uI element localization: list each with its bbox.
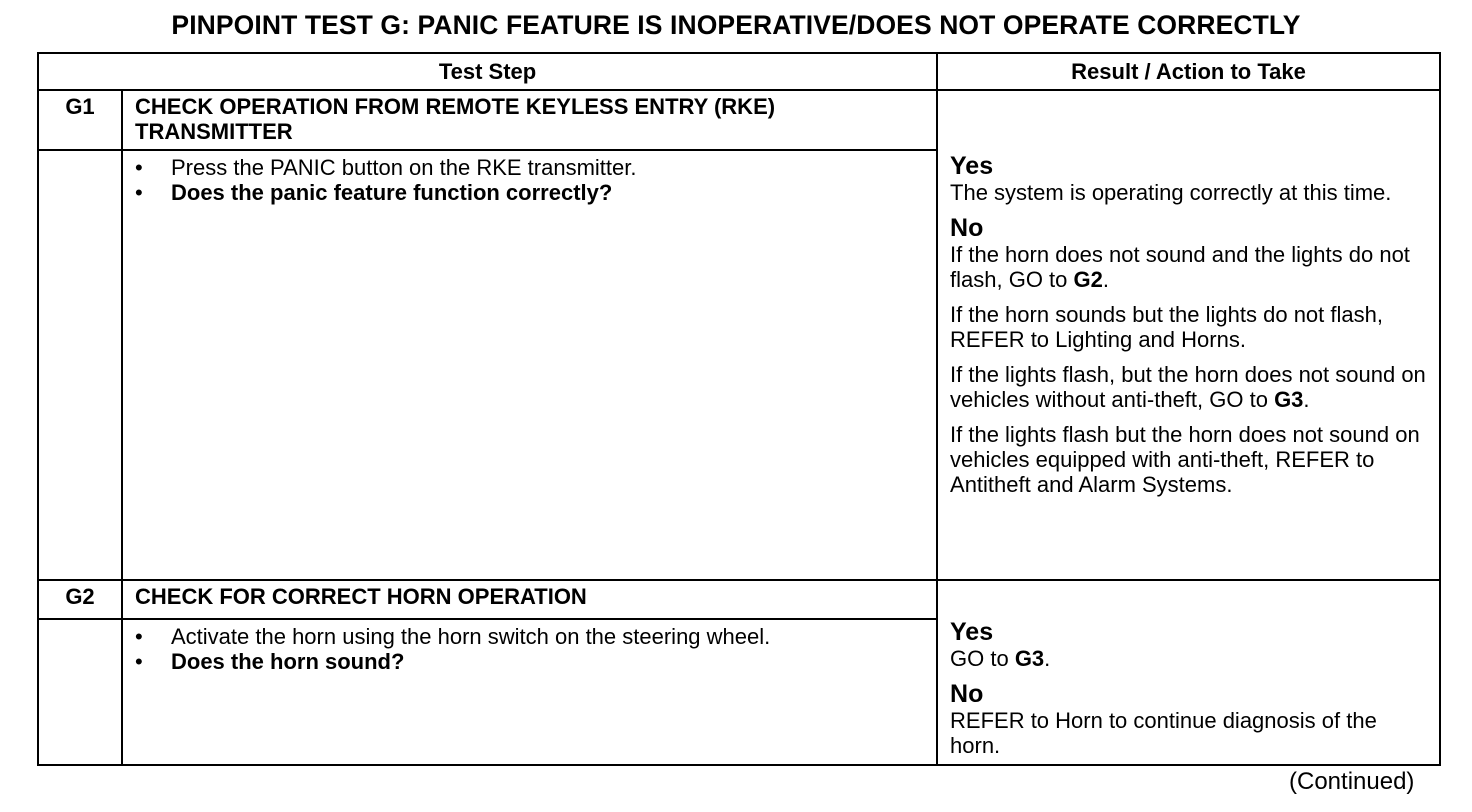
- header-test-step: Test Step: [38, 53, 937, 90]
- instruction-text: Press the PANIC button on the RKE transmitter.: [171, 155, 637, 180]
- step-ref-g3: G3: [1274, 387, 1304, 412]
- step-g1-result: [937, 90, 1440, 580]
- question-text: Does the horn sound?: [171, 649, 405, 674]
- list-item: [135, 180, 926, 205]
- action-text: If the lights flash but the horn does not sound on vehicles equipped with anti-theft, REFER to Antitheft and Alarm Systems.: [950, 422, 1420, 497]
- action-text: If the lights flash, but the horn does not sound on vehicles without anti-theft, GO to: [950, 362, 1426, 412]
- action-text: If the horn sounds but the lights do not flash, REFER to Lighting and Horns.: [950, 302, 1383, 352]
- pinpoint-test-table: [37, 52, 1441, 766]
- instruction-text: Activate the horn using the horn switch on the steering wheel.: [171, 624, 771, 649]
- step-title: CHECK FOR CORRECT HORN OPERATION: [122, 580, 937, 619]
- step-body: [122, 150, 937, 580]
- no-label: No: [950, 680, 984, 708]
- step-g2-title-row: [38, 580, 1440, 619]
- list-item: [135, 624, 926, 649]
- action-text-end: .: [1102, 267, 1109, 292]
- yes-label: Yes: [950, 618, 994, 646]
- action-text-end: .: [1044, 646, 1051, 671]
- step-id: G1: [38, 90, 122, 150]
- bullet: •: [135, 180, 143, 205]
- no-action-item: [950, 362, 1433, 412]
- bullet: •: [135, 649, 143, 674]
- no-label: No: [950, 214, 984, 242]
- document-title: PINPOINT TEST G: PANIC FEATURE IS INOPERATIVE/DOES NOT OPERATE CORRECTLY: [171, 10, 1301, 40]
- list-item: [135, 649, 926, 674]
- bullet: •: [135, 155, 143, 180]
- action-text: GO to: [950, 646, 1015, 671]
- step-body: [122, 619, 937, 765]
- continued-label: (Continued): [1289, 768, 1415, 795]
- bullet: •: [135, 624, 143, 649]
- no-action-item: [950, 708, 1433, 758]
- step-g1-title-row: [38, 90, 1440, 150]
- yes-text: The system is operating correctly at this time.: [950, 180, 1392, 205]
- no-action-item: [950, 422, 1433, 497]
- action-text: REFER to Horn to continue diagnosis of the horn.: [950, 708, 1377, 758]
- step-title: CHECK OPERATION FROM REMOTE KEYLESS ENTRY (RKE) TRANSMITTER: [122, 90, 937, 150]
- header-result-action: Result / Action to Take: [937, 53, 1440, 90]
- step-ref-g2: G2: [1073, 267, 1103, 292]
- step-id-spacer: [38, 619, 122, 765]
- yes-text: [950, 646, 1433, 671]
- yes-label: Yes: [950, 152, 994, 180]
- list-item: [135, 155, 926, 180]
- step-g2-result: [937, 580, 1440, 765]
- action-text-end: .: [1303, 387, 1310, 412]
- step-id: G2: [38, 580, 122, 619]
- step-id-spacer: [38, 150, 122, 580]
- no-action-item: [950, 302, 1433, 352]
- no-action-item: [950, 242, 1433, 292]
- action-text: If the horn does not sound and the lights do not flash, GO to: [950, 242, 1410, 292]
- table-header-row: [38, 53, 1440, 90]
- question-text: Does the panic feature function correctly?: [171, 180, 613, 205]
- step-ref-g3: G3: [1014, 646, 1045, 671]
